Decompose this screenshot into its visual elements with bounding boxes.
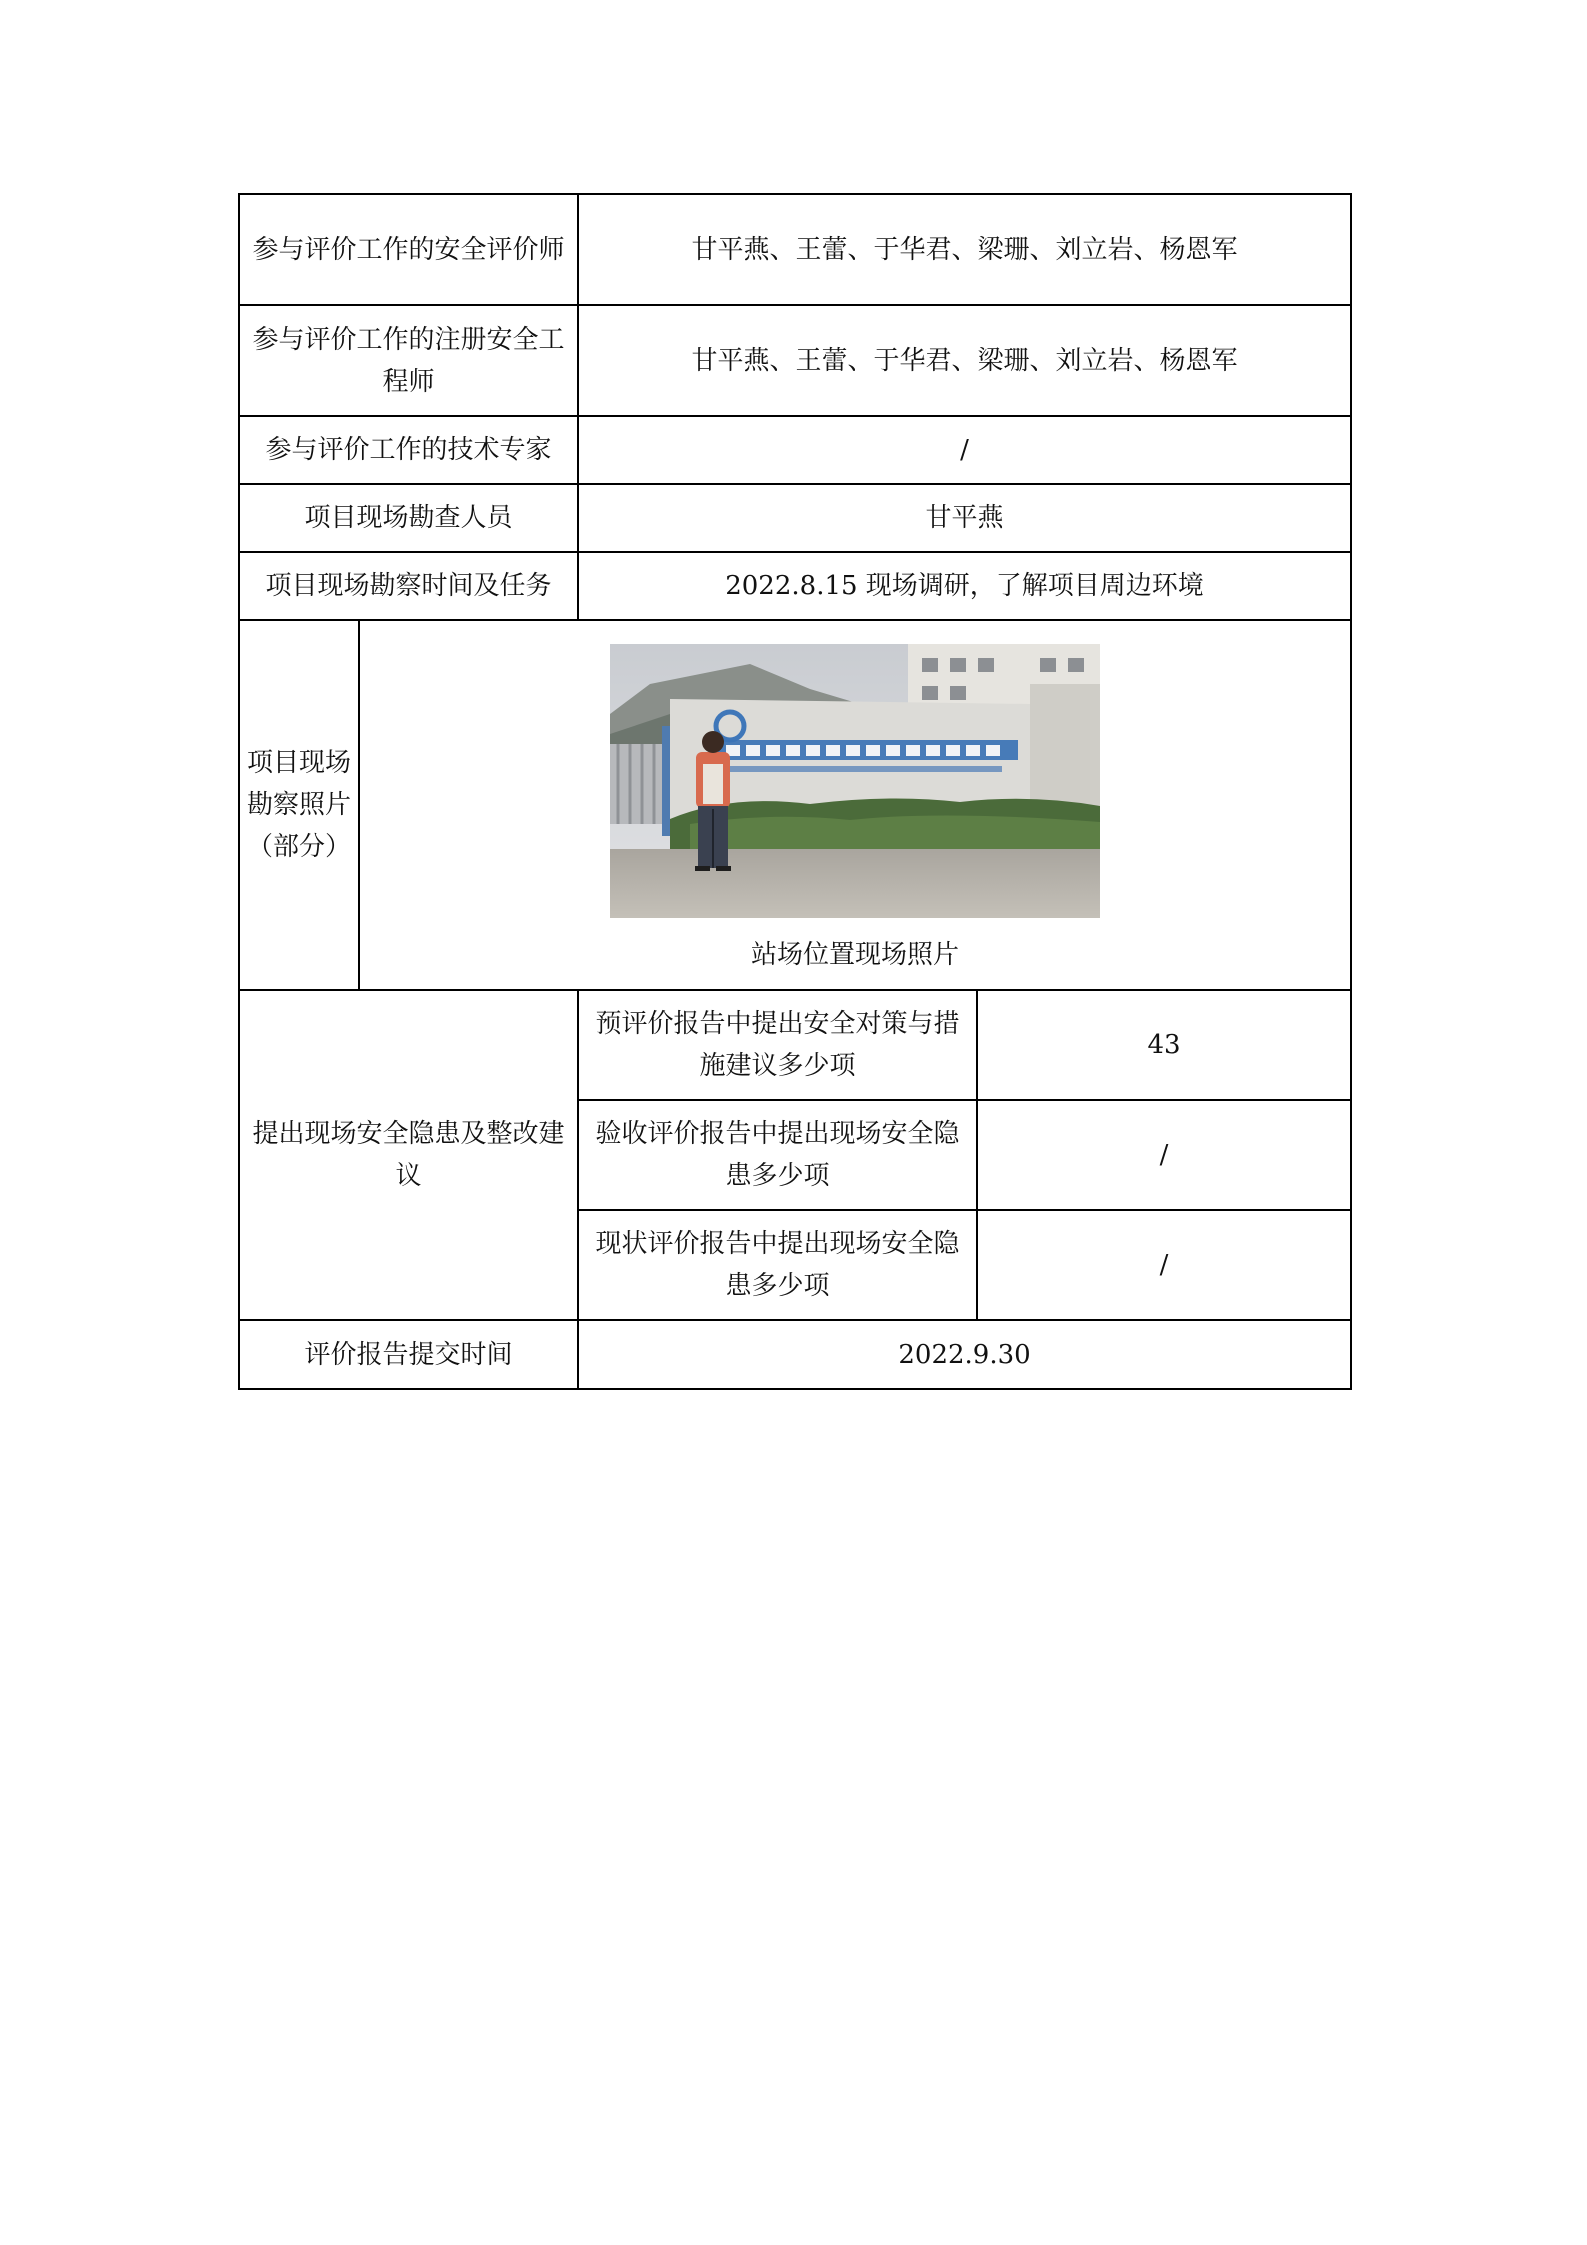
label-registered-engineers: 参与评价工作的注册安全工程师 [239, 305, 578, 416]
label-tech-experts: 参与评价工作的技术专家 [239, 416, 578, 484]
evaluation-info-table [238, 193, 1352, 1390]
label-site-personnel: 项目现场勘查人员 [239, 484, 578, 552]
label-safety-assessors: 参与评价工作的安全评价师 [239, 194, 578, 305]
label-site-time-task: 项目现场勘察时间及任务 [239, 552, 578, 620]
hazard-answer-3: / [977, 1210, 1351, 1320]
value-registered-engineers: 甘平燕、王蕾、于华君、梁珊、刘立岩、杨恩军 [578, 305, 1351, 416]
table-row [239, 1320, 1351, 1389]
photo-cell [359, 620, 1351, 990]
label-hazards: 提出现场安全隐患及整改建议 [239, 990, 578, 1320]
hazard-answer-1: 43 [977, 990, 1351, 1100]
label-submit-time: 评价报告提交时间 [239, 1320, 578, 1389]
table-row [239, 620, 1351, 990]
table-row [239, 416, 1351, 484]
value-site-time-task: 2022.8.15 现场调研，了解项目周边环境 [578, 552, 1351, 620]
value-site-personnel: 甘平燕 [578, 484, 1351, 552]
value-submit-time: 2022.9.30 [578, 1320, 1351, 1389]
table-row [239, 484, 1351, 552]
value-tech-experts: / [578, 416, 1351, 484]
table-row [239, 990, 1351, 1100]
value-safety-assessors: 甘平燕、王蕾、于华君、梁珊、刘立岩、杨恩军 [578, 194, 1351, 305]
photo-caption: 站场位置现场照片 [751, 940, 960, 970]
hazard-question-3: 现状评价报告中提出现场安全隐患多少项 [578, 1210, 977, 1320]
label-site-photos: 项目现场勘察照片（部分） [239, 620, 359, 990]
table-row [239, 552, 1351, 620]
table-row [239, 194, 1351, 305]
hazard-question-2: 验收评价报告中提出现场安全隐患多少项 [578, 1100, 977, 1210]
site-photo [610, 644, 1100, 918]
table-row [239, 305, 1351, 416]
hazard-question-1: 预评价报告中提出安全对策与措施建议多少项 [578, 990, 977, 1100]
hazard-answer-2: / [977, 1100, 1351, 1210]
